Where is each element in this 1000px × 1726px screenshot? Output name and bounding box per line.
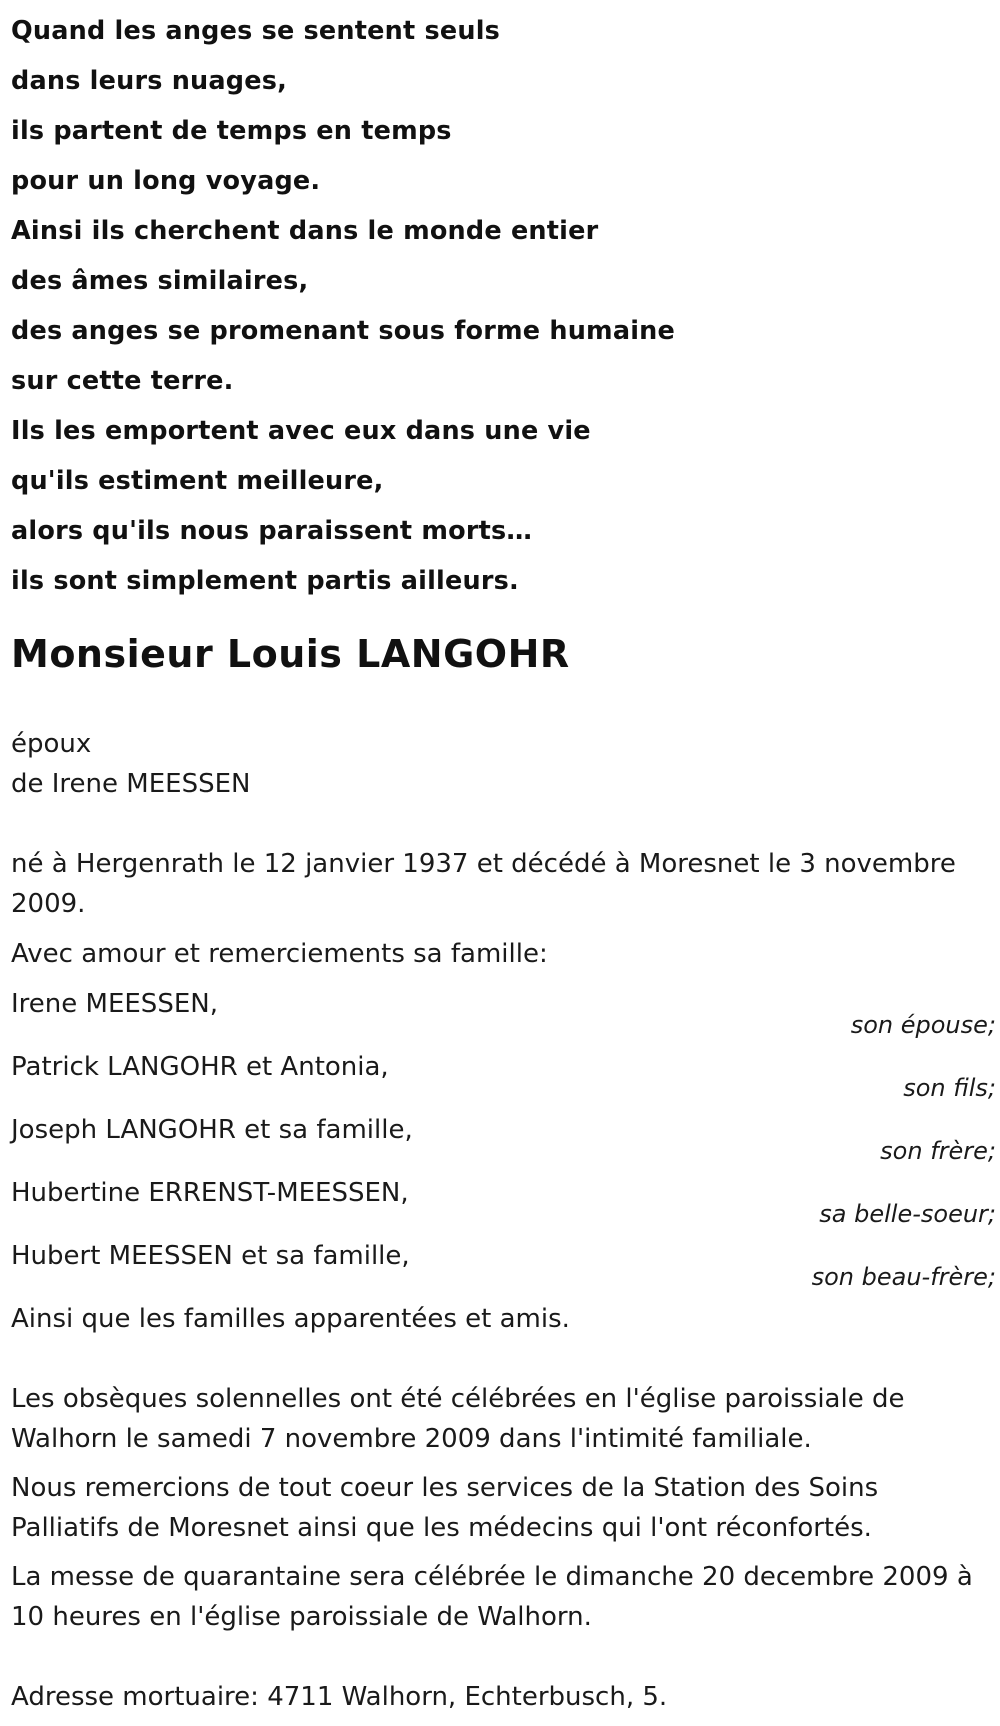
spouse-of: de Irene MEESSEN [11,769,251,799]
funeral-text: Walhorn le samedi 7 novembre 2009 dans l'intimité familiale. [11,1424,812,1454]
poem-line: ils partent de temps en temps [11,116,452,146]
family-member-name: Hubertine ERRENST-MEESSEN, [11,1178,409,1208]
family-intro: Avec amour et remerciements sa famille: [11,939,548,969]
poem-line: ils sont simplement partis ailleurs. [11,566,519,596]
family-outro: Ainsi que les familles apparentées et amis. [11,1304,570,1334]
family-member-relation: son épouse; [850,1011,996,1039]
deceased-name: Monsieur Louis LANGOHR [11,632,570,676]
family-member-name: Patrick LANGOHR et Antonia, [11,1052,389,1082]
family-member-name: Irene MEESSEN, [11,989,218,1019]
family-member-relation: son fils; [903,1074,996,1102]
poem-line: pour un long voyage. [11,166,321,196]
birth-death-line: né à Hergenrath le 12 janvier 1937 et décédé à Moresnet le 3 novembre [11,849,956,879]
poem-line: Ainsi ils cherchent dans le monde entier [11,216,599,246]
family-member-relation: son beau-frère; [811,1263,996,1291]
poem-line: sur cette terre. [11,366,234,396]
poem-line: Quand les anges se sentent seuls [11,16,501,46]
family-member-name: Joseph LANGOHR et sa famille, [11,1115,413,1145]
spouse-label: époux [11,729,92,759]
poem-line: qu'ils estiment meilleure, [11,466,384,496]
family-member-relation: sa belle-soeur; [819,1200,996,1228]
funeral-address: Adresse mortuaire: 4711 Walhorn, Echterbusch, 5. [11,1682,668,1712]
poem-line: des âmes similaires, [11,266,309,296]
mass-text: 10 heures en l'église paroissiale de Walhorn. [11,1602,592,1632]
poem [11,6,711,606]
poem-line: alors qu'ils nous paraissent morts… [11,516,533,546]
poem-line: des anges se promenant sous forme humaine [11,316,676,346]
poem-line: Ils les emportent avec eux dans une vie [11,416,591,446]
family-member-relation: son frère; [880,1137,996,1165]
thanks-text: Palliatifs de Moresnet ainsi que les médecins qui l'ont réconfortés. [11,1513,872,1543]
birth-death-line: 2009. [11,889,86,919]
poem-line: dans leurs nuages, [11,66,288,96]
mass-text: La messe de quarantaine sera célébrée le dimanche 20 decembre 2009 à [11,1562,973,1592]
thanks-text: Nous remercions de tout coeur les services de la Station des Soins [11,1473,879,1503]
funeral-text: Les obsèques solennelles ont été célébrées en l'église paroissiale de [11,1384,905,1414]
family-member-name: Hubert MEESSEN et sa famille, [11,1241,410,1271]
